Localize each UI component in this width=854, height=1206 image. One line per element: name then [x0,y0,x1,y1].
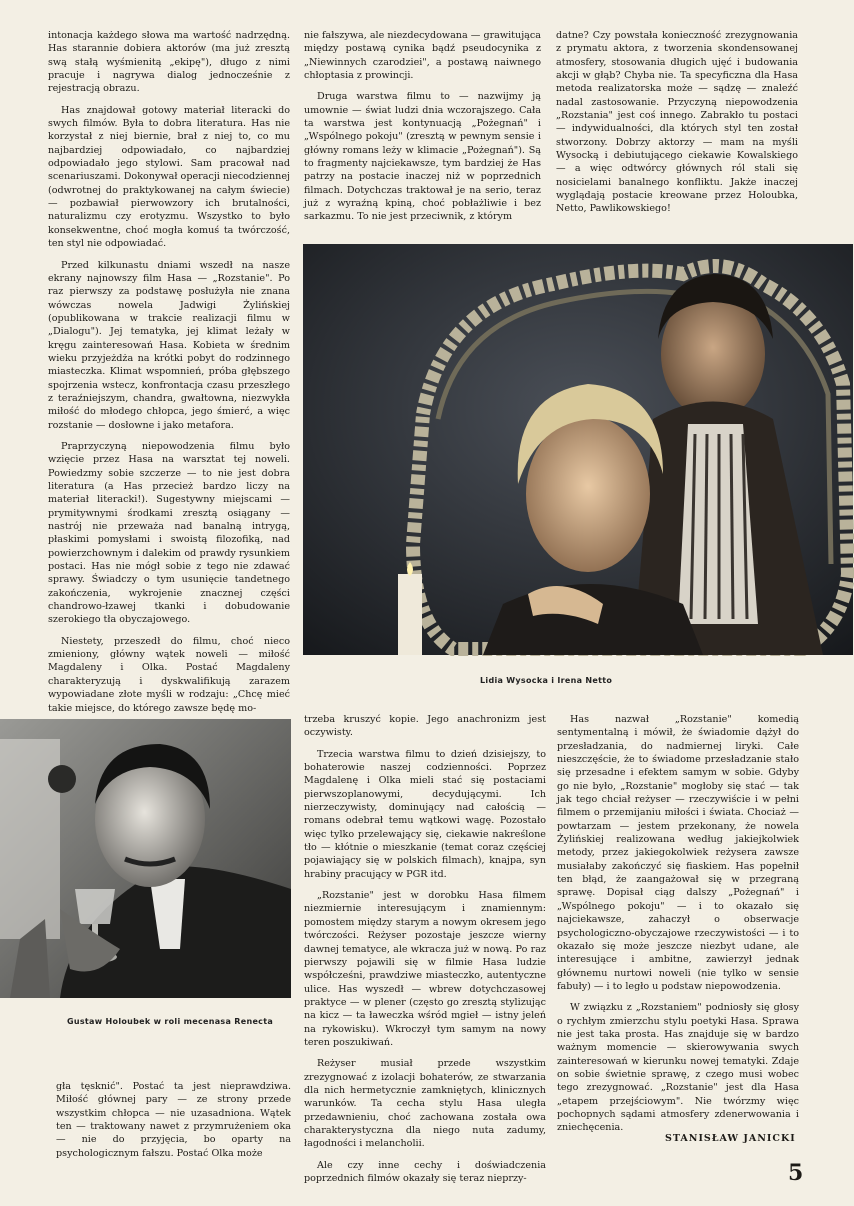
film-still-photo-left [0,719,291,998]
paragraph: trzeba kruszyć kopie. Jego anachronizm jest oczywisty. [304,714,546,739]
text-column-6 [557,713,799,1134]
page-number: 5 [788,1160,804,1186]
paragraph: Przed kilkunastu dniami wszedł na nasze ekrany najnowszy film Hasa — „Rozstanie". Po raz pierwszy za podstawę posłużyła nie znana wówczas nowela Jadwigi Żylińskiej (opublikowana w trakcie realizacji filmu w „Dialogu"). Jej tematyka, jej klimat leżały w kręgu zainteresowań Hasa. Kobieta w średnim wieku przyjeżdża na krótki pobyt do rodzinnego miasteczka. Klimat wspomnień, próba głębszego spojrzenia wstecz, konfrontacja czasu przeszłego z teraźniejszym, chandra, gwałtowna, niezwykła miłość do młodego chłopca, jego śmierć, a więc rozstanie — dosłowne i jako metafora. [48,259,290,431]
paragraph: „Rozstanie" jest w dorobku Hasa filmem niezmiernie interesującym i znamiennym: pomostem między starym a nowym okresem jego twórczości. Reżyser pozostaje jeszcze wierny dawnej tematyce, ale wkracza już w nową. Po raz pierwszy pojawili się w filmie Hasa ludzie współcześni, prawdziwe miasteczko, autentyczne ulice. Has wyszedł — wbrew dotychczasowej praktyce — w plener (często go zresztą stylizując na kicz — ta ławeczka wśród mgieł — istny jeleń na rykowisku). Wkroczył tym samym na nowy teren poszukiwań. [304,890,546,1048]
paragraph: Niestety, przeszedł do filmu, choć nieco zmieniony, główny wątek noweli — miłość Magdaleny i Olka. Postać Magdaleny charakteryzują i dyskwalifikują zarazem wypowiadane złote myśli w rodzaju: „Chcę mieć takie miejsce, do którego zawsze będę mo- [48,635,290,714]
text-column-5 [304,713,546,1184]
portrait-image [0,719,291,998]
paragraph: Has nazwał „Rozstanie" komedią sentymentalną i mówił, że świadomie dążył do przesładzania, do nadmiernej liryki. Całe nieszczęście, że to świadome przesładzanie stało się przesadne i efektem samym w sobie. Gdyby go nie było, „Rozstanie" mogłoby się stać — tak jak tego chciał reżyser — rzeczywiście i w pełni filmem o przemijaniu miłości i świata. Chociaż — powtarzam — jestem przekonany, że nowela Żylińskiej realizowana według jakiejkolwiek metody, przez jakiegokolwiek reżysera zawsze musiałaby zakończyć się fiaskiem. Has popełnił ten błąd, że zaangażował się w przegraną sprawę. Dopisał ciąg dalszy „Pożegnań" i „Wspólnego pokoju" — i to okazało się najciekawsze, zahaczył o obserwacje psychologiczno-obyczajowe rzeczywistości — i to okazało się może jeszcze niezbyt udane, ale interesujące i ambitne, zawierzył jednak głównemu nurtowi noweli (nie tylko w sensie fabuły) — i to legło u podstaw niepowodzenia. [557,714,799,992]
paragraph: Druga warstwa filmu to — nazwijmy ją umownie — świat ludzi dnia wczorajszego. Cała ta warstwa jest kontynuacją „Pożegnań" i „Wspólnego pokoju" (zresztą w pewnym sensie i główny romans leży w klimacie „Pożegnań"). Są to fragmenty najciekawsze, tym bardziej że Has patrzy na postacie inaczej niż w poprzednich filmach. Dotychczas traktował je na serio, teraz już z wyraźną kpiną, choć pobłażliwie i bez sarkazmu. To nie jest przeciwnik, z którym [304,91,541,223]
author-signature: STANISŁAW JANICKI [665,1133,796,1144]
photo-caption-left: Gustaw Holoubek w roli mecenasa Renecta [67,1017,274,1026]
paragraph: intonacja każdego słowa ma wartość nadrzędną. Has starannie dobiera aktorów (ma już zresztą swą stałą wyśmienitą „ekipę"), długo z nimi pracuje i nagrywa dialog jednocześnie z rejestracją obrazu. [48,30,290,95]
paragraph: Trzecia warstwa filmu to dzień dzisiejszy, to bohaterowie naszej codzienności. Poprzez Magdalenę i Olka mieli stać się postaciami pierwszoplanowymi, decydującymi. Ich nierzeczywisty, dominujący nad całością — romans odebrał temu wątkowi wagę. Pozostało więc tylko przelewający się, ciekawie nakreślone tło — kłótnie o mieszkanie (temat coraz częściej pojawiający się w polskich filmach), knajpa, syn hrabiny pracujący w PGR itd. [304,748,546,880]
paragraph: datne? Czy powstała konieczność zrezygnowania z prymatu aktora, z tworzenia skondensowanej atmosfery, stosowania długich ujęć i budowania akcji w głąb? Chyba nie. Ta specyficzna dla Hasa metoda realizatorska może — sądzę — znaleźć nadal zastosowanie. Przyczyną niepowodzenia „Rozstania" jest coś innego. Zabrakło tu postaci — indywidualności, dla których styl ten został stworzony. Dobrzy aktorzy — mam na myśli Wysocką i debiutującego ciekawie Kowalskiego — a więc odtwórcy głównych ról stali się nosicielami banalnego konfliktu. Jakże inaczej wyglądają postacie kreowane przez Holoubka, Netto, Pawlikowskiego! [556,30,798,215]
photo-caption-top: Lidia Wysocka i Irena Netto [480,676,613,685]
paragraph: Praprzyczyną niepowodzenia filmu było wzięcie przez Hasa na warsztat tej noweli. Powiedzmy sobie szczerze — to nie jest dobra literatura (a Has przecież bardzo liczy na materiał literacki!). Sugestywny miejscami — prymitywnymi środkami zresztą osiągany — nastrój nie przeważa nad banalną intrygą, płaskimi pomysłami i swoistą filozofiką, nad powierzchownym i dalekim od prawdy rysunkiem postaci. Has nie mógł sobie z tego nie zdawać sprawy. Świadczy o tym usunięcie tandetnego zakończenia, wykrojenie znacznej części chandrowo-łzawej tkanki i dobudowanie szerokiego tła obyczajowego. [48,440,290,626]
paragraph: Ale czy inne cechy i doświadczenia poprzednich filmów okazały się teraz nieprzy- [304,1159,546,1184]
text-column-1 [48,29,290,714]
text-column-3 [556,29,798,239]
film-still-image [303,244,853,655]
paragraph: gła tęsknić". Postać ta jest nieprawdziwa. Miłość głównej pary — ze strony przede wszystkim chłopca — nie uzasadniona. Wątek ten — traktowany nawet z przymrużeniem oka — nie do przyjęcia, bo oparty na psychologicznym fałszu. Postać Olka może [56,1081,291,1159]
text-column-4 [56,1080,291,1159]
text-column-2 [304,29,541,239]
paragraph: Reżyser musiał przede wszystkim zrezygnować z izolacji bohaterów, ze stwarzania dla nich hermetycznie zamkniętych, klinicznych warunków. Ta cecha stylu Hasa uległa przedawnieniu, choć zachowana została owa charakterystyczna dla niego nuta zadumy, łagodności i melancholii. [304,1058,546,1150]
paragraph: Has znajdował gotowy materiał literacki do swych filmów. Była to dobra literatura. Has nie korzystał z niej biernie, brał z niej to, co mu najbardziej odpowiadało, co najbardziej odpowiadało jego stylowi. Sam pracował nad scenariuszami. Dokonywał operacji niecodziennej (odwrotnej do praktykowanej na całym świecie) — pozbawiał pierwowzory ich brutalności, naturalizmu czy erotyzmu. Wszystko to było konsekwentne, choć mogła komuś ta twórczość, ten styl nie odpowiadać. [48,104,290,250]
film-still-photo-top [303,244,853,655]
paragraph: nie fałszywa, ale niezdecydowana — grawitująca między postawą cynika bądź pseudocynika z „Niewinnych czarodziei", a postawą naiwnego chłoptasia z prowincji. [304,30,541,82]
paragraph: W związku z „Rozstaniem" podniosły się głosy o rychłym zmierzchu stylu poetyki Hasa. Sprawa nie jest taka prosta. Has znajduje się w bardzo ważnym momencie — skierowywania swych zainteresowań w kierunku nowej tematyki. Zdaje on sobie świetnie sprawę, z czego musi wobec tego zrezygnować. „Rozstanie" jest dla Hasa „etapem przejściowym". Nie twórzmy więc pochopnych sądami atmosfery zdenerwowania i zniechęcenia. [557,1002,799,1134]
